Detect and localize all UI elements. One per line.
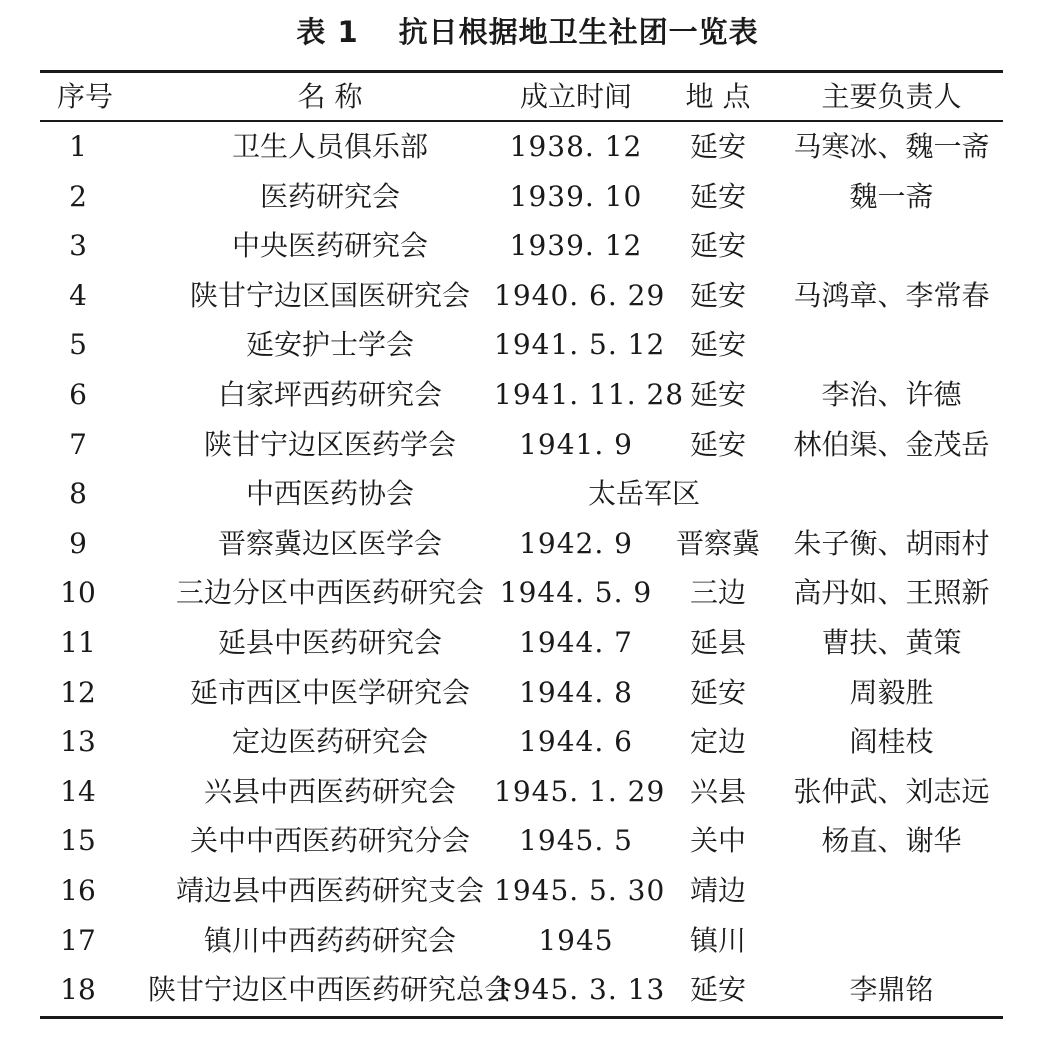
society-leader: 张仲武、刘志远: [793, 774, 990, 808]
table-row: [40, 816, 1003, 866]
row-number: 10: [60, 576, 96, 610]
society-location: 三边: [689, 576, 746, 610]
founded-date: 1942. 9: [519, 526, 633, 560]
row-number: 11: [60, 626, 96, 659]
society-name: 靖边县中西医药研究支会: [175, 874, 484, 907]
society-location: 太岳军区: [587, 477, 700, 511]
header-no: 序号: [56, 80, 113, 113]
society-name: 三边分区中西医药研究会: [175, 576, 484, 610]
founded-date: 1941. 11. 28: [494, 378, 685, 411]
row-number: 3: [69, 229, 87, 263]
header-leader: 主要负责人: [821, 80, 962, 113]
society-location: 延安: [689, 675, 746, 709]
table-row: [40, 519, 1003, 569]
founded-date: 1944. 7: [519, 626, 633, 659]
table-row: [40, 568, 1003, 618]
society-location: 靖边: [689, 874, 746, 907]
society-location: 延安: [689, 378, 746, 411]
society-name: 陕甘宁边区国医研究会: [189, 278, 470, 312]
table-row: [40, 965, 1003, 1015]
society-leader: 李治、许德: [821, 378, 962, 411]
row-number: 6: [69, 378, 87, 411]
founded-date: 1944. 5. 9: [499, 576, 653, 610]
table-caption: [0, 10, 1055, 54]
society-name: 兴县中西医药研究会: [203, 774, 456, 808]
row-number: 7: [69, 427, 87, 461]
founded-date: 1939. 12: [509, 229, 643, 263]
header-date: 成立时间: [519, 80, 632, 113]
society-leader: 马鸿章、李常春: [793, 278, 990, 312]
founded-date: 1938. 12: [509, 130, 643, 163]
society-name: 医药研究会: [259, 179, 400, 213]
society-leader: 高丹如、王照新: [793, 576, 990, 610]
society-name: 关中中西医药研究分会: [189, 824, 470, 858]
society-location: 延安: [689, 130, 746, 163]
society-location: 兴县: [689, 774, 746, 808]
table-row: [40, 767, 1003, 817]
society-leader: 杨直、谢华: [821, 824, 962, 858]
society-name: 延市西区中医学研究会: [189, 675, 470, 709]
society-name: 白家坪西药研究会: [217, 378, 442, 411]
society-name: 陕甘宁边区中西医药研究总会: [147, 973, 512, 1007]
founded-date: 1940. 6. 29: [494, 278, 666, 312]
table-row: [40, 717, 1003, 767]
society-location: 定边: [689, 725, 746, 759]
table-row: [40, 420, 1003, 470]
row-number: 15: [60, 824, 96, 858]
founded-date: 1941. 9: [519, 427, 633, 461]
society-name: 延县中医药研究会: [217, 626, 442, 659]
header-name: 名 称: [297, 80, 363, 113]
society-location: 延县: [689, 626, 746, 659]
row-number: 4: [69, 278, 87, 312]
society-location: 延安: [689, 229, 746, 263]
society-leader: 周毅胜: [849, 675, 934, 709]
table-header-row: [40, 72, 1003, 122]
row-number: 17: [60, 923, 96, 957]
society-leader: 林伯渠、金茂岳: [793, 427, 990, 461]
society-leader: 马寒冰、魏一斋: [793, 130, 990, 163]
society-location: 镇川: [689, 923, 746, 957]
society-location: 延安: [689, 328, 746, 362]
table-row: [40, 271, 1003, 321]
society-name: 镇川中西药药研究会: [203, 923, 456, 957]
society-name: 定边医药研究会: [231, 725, 428, 759]
row-number: 8: [69, 477, 87, 511]
society-leader: 曹扶、黄策: [821, 626, 962, 659]
founded-date: 1945: [538, 923, 614, 957]
row-number: 16: [60, 874, 96, 907]
society-name: 晋察冀边区医学会: [217, 526, 442, 560]
table-row: [40, 469, 1003, 519]
row-number: 13: [60, 725, 96, 759]
row-number: 1: [69, 130, 87, 163]
founded-date: 1945. 5. 30: [494, 874, 666, 907]
society-location: 关中: [689, 824, 746, 858]
founded-date: 1939. 10: [509, 179, 643, 213]
bottom-rule: [40, 1016, 1003, 1019]
society-leader: 阎桂枝: [849, 725, 934, 759]
founded-date: 1945. 1. 29: [494, 774, 666, 808]
founded-date: 1945. 3. 13: [494, 973, 666, 1007]
founded-date: 1945. 5: [519, 824, 633, 858]
society-leader: 朱子衡、胡雨村: [793, 526, 990, 560]
table-row: [40, 866, 1003, 916]
header-location: 地 点: [685, 80, 751, 113]
society-name: 卫生人员俱乐部: [231, 130, 428, 163]
row-number: 14: [60, 774, 96, 808]
society-leader: 魏一斋: [849, 179, 934, 213]
table-row: [40, 668, 1003, 718]
society-leader: 李鼎铭: [849, 973, 934, 1007]
founded-date: 1944. 6: [519, 725, 633, 759]
society-location: 晋察冀: [675, 526, 760, 560]
table-row: [40, 172, 1003, 222]
table-title: 抗日根据地卫生社团一览表: [398, 15, 759, 49]
society-location: 延安: [689, 973, 746, 1007]
table-row: [40, 916, 1003, 966]
founded-date: 1941. 5. 12: [494, 328, 666, 362]
row-number: 5: [69, 328, 87, 362]
row-number: 2: [69, 179, 87, 213]
table-row: [40, 320, 1003, 370]
row-number: 12: [60, 675, 96, 709]
society-name: 延安护士学会: [245, 328, 414, 362]
row-number: 18: [60, 973, 96, 1007]
table-row: [40, 221, 1003, 271]
society-location: 延安: [689, 179, 746, 213]
society-name: 中央医药研究会: [231, 229, 428, 263]
society-name: 中西医药协会: [245, 477, 414, 511]
society-location: 延安: [689, 278, 746, 312]
table-row: [40, 370, 1003, 420]
society-location: 延安: [689, 427, 746, 461]
table-row: [40, 618, 1003, 668]
founded-date: 1944. 8: [519, 675, 633, 709]
society-name: 陕甘宁边区医药学会: [203, 427, 456, 461]
row-number: 9: [69, 526, 87, 560]
table-row: [40, 122, 1003, 172]
table-number: 表 1: [296, 15, 359, 49]
